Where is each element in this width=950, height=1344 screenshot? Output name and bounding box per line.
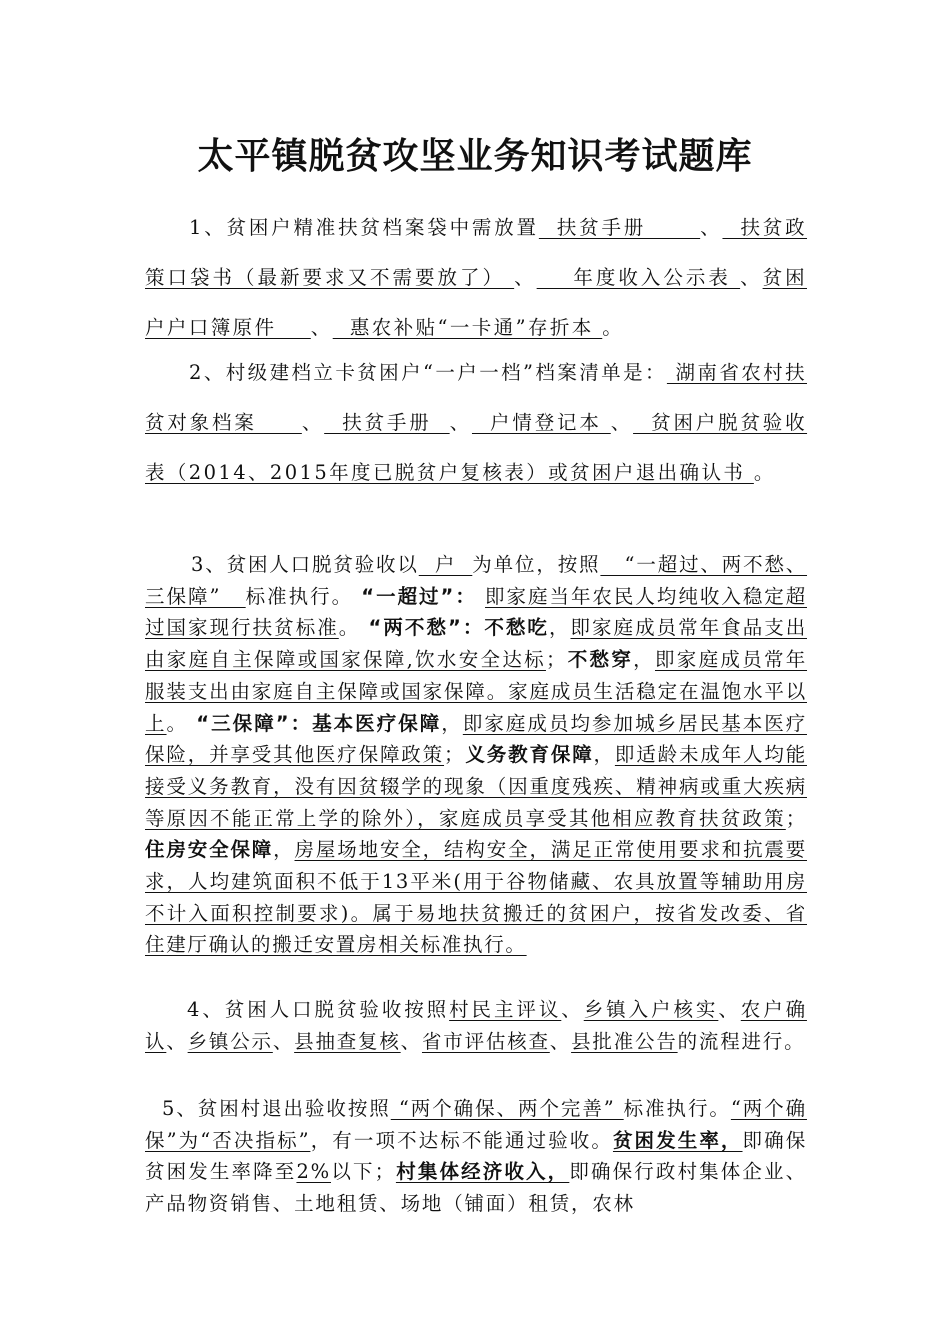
q1-text-segment: 贫困户户口簿原件 [145,266,807,339]
q2-text-segment: 、 [610,411,634,434]
q3-text-segment: 为单位，按照 [472,553,601,576]
q1-text-segment: 扶贫政策口袋书（最新要求又不需要放了） [145,216,808,289]
q5-text-segment: 2% [296,1160,331,1184]
q2-text-segment: 。 [753,461,776,484]
question-3-body [145,553,807,956]
q2-text-segment: 、 [449,411,472,434]
q3-text-segment: 即家庭当年农民人均纯收入稳定超过国家现行扶贫标准 [145,584,807,640]
q1-text-segment: 。 [602,316,625,339]
q2-text-segment: 2、村级建档立卡贫困户“一户一档”档案清单是： [189,361,667,384]
q5-text-segment: 贫困发生率， [612,1128,743,1152]
question-2-body [145,361,807,484]
page-title: 太平镇脱贫攻坚业务知识考试题库 [197,136,753,177]
q3-text-segment: 户 [418,553,473,576]
q4-text-segment: 乡镇公示 [187,1029,273,1053]
question-4 [145,994,807,1057]
q3-text-segment: “两不愁”：不愁吃 [368,616,549,640]
q3-text-segment: 即家庭成员常年服装支出由家庭自主保障或国家保障。家庭成员生活稳定在温饱水平以上 [145,648,808,735]
q4-text-segment: 4、贫困人口脱贫验收按照 [187,998,450,1021]
q4-text-segment: 、 [718,998,741,1021]
q5-text-segment: 5、贫困村退出验收按照 [162,1097,391,1120]
q3-text-segment: “三保障”：基本医疗保障 [196,711,442,735]
q2-text-segment: 湖南省农村扶贫对象档案 [145,361,807,434]
question-1-body [145,216,807,339]
q1-text-segment: 、 [740,266,763,289]
question-3 [145,549,807,961]
q5-text-segment: 即确保贫困发生率降至 [145,1128,807,1184]
q5-text-segment: ，有一项不达标不能通过验收。 [310,1128,613,1152]
q4-text-segment: 农户确认 [145,998,807,1053]
q5-text-segment: 村集体经济收入， [395,1160,570,1184]
q5-text-segment: 即确保行政村集体企业、产品物资销售、土地租赁、场地（铺面）租赁，农林 [145,1160,807,1216]
q1-text-segment: 、 [700,216,723,239]
q3-text-segment: 义务教育保障 [465,743,594,767]
q4-text-segment: 的流程进行。 [677,1029,806,1053]
q1-text-segment: 1、贫困户精准扶贫档案袋中需放置 [189,216,539,239]
q4-text-segment: 、 [272,1029,295,1053]
q3-text-segment: 3、贫困人口脱贫验收以 [191,553,419,576]
q3-text-segment: ， [633,648,655,672]
q5-text-segment: “两个确保、两个完善” [390,1097,624,1120]
question-1 [145,203,807,353]
q3-text-segment: ， [548,616,571,640]
q5-text-segment: “两个确保”为“否决指标” [145,1097,807,1152]
q5-text-segment: 以下； [331,1160,396,1184]
q3-text-segment: 即家庭成员常年食品支出由家庭自主保障或国家保障,饮水安全达标 [145,616,807,672]
q3-text-segment: ； [444,743,466,767]
q3-text-segment: ， [273,838,295,862]
q1-text-segment: 惠农补贴“一卡通”存折本 [332,316,603,339]
q5-text-segment: 标准执行。 [623,1097,731,1120]
q4-text-segment: 、 [561,998,584,1021]
q4-text-segment: 县批准公告 [571,1029,678,1053]
q4-text-segment: 、 [166,1029,188,1053]
question-5 [145,1093,807,1220]
q1-text-segment: 、 [514,266,537,289]
q4-text-segment: 村民主评议 [449,998,562,1021]
q3-text-segment: ； [785,806,807,830]
q3-text-segment: ， [441,711,463,735]
q4-text-segment: 县抽查复核 [294,1029,401,1053]
q3-text-segment: 标准执行。 [245,584,362,608]
q3-text-segment: ； [545,648,568,672]
q2-text-segment: 、 [301,411,325,434]
question-5-body [145,1097,807,1215]
q3-text-segment: “一超过”： [361,584,477,608]
q3-text-segment: 住房安全保障 [145,838,274,862]
q3-text-segment: 不愁穿 [567,648,634,672]
q1-text-segment: 、 [310,316,333,339]
q3-text-segment: 即适龄未成年人均能接受义务教育，没有因贫辍学的现象（因重度残疾、精神病或重大疾病等原因不能正常上学的除外），家庭成员享受其他相应教育扶贫政策 [145,743,807,830]
q3-text-segment: “一超过、两不愁、三保障” [145,553,808,608]
q4-text-segment: 、 [400,1029,422,1053]
q3-text-segment: 。 [166,711,197,735]
q3-text-segment [477,585,485,608]
q4-text-segment: 省市评估核查 [421,1029,550,1053]
q3-text-segment: ， [593,743,615,767]
q3-text-segment: 房屋场地安全，结构安全，满足正常使用要求和抗震要求，人均建筑面积不低于13平米(用于谷物储藏、农具放置等辅助用房不计入面积控制要求)。属于易地扶贫搬迁的贫困户，按省发改委、省住建厅确认的搬迁安置房相关标准执行。 [145,838,807,957]
q2-text-segment: 户情登记本 [471,411,611,434]
q2-text-segment: 贫困户脱贫验收表（2014、2015年度已脱贫户复核表）或贫困户退出确认书 [145,411,808,484]
q3-text-segment: 。 [338,616,369,640]
q2-text-segment: 扶贫手册 [324,411,450,434]
question-4-body [145,998,807,1053]
q1-text-segment: 年度收入公示表 [536,266,741,289]
question-2 [145,348,807,498]
q3-text-segment: 即家庭成员均参加城乡居民基本医疗保险，并享受其他医疗保障政策 [145,711,807,767]
q4-text-segment: 乡镇入户核实 [583,998,719,1021]
q1-text-segment: 扶贫手册 [538,216,701,239]
q4-text-segment: 、 [549,1029,572,1053]
